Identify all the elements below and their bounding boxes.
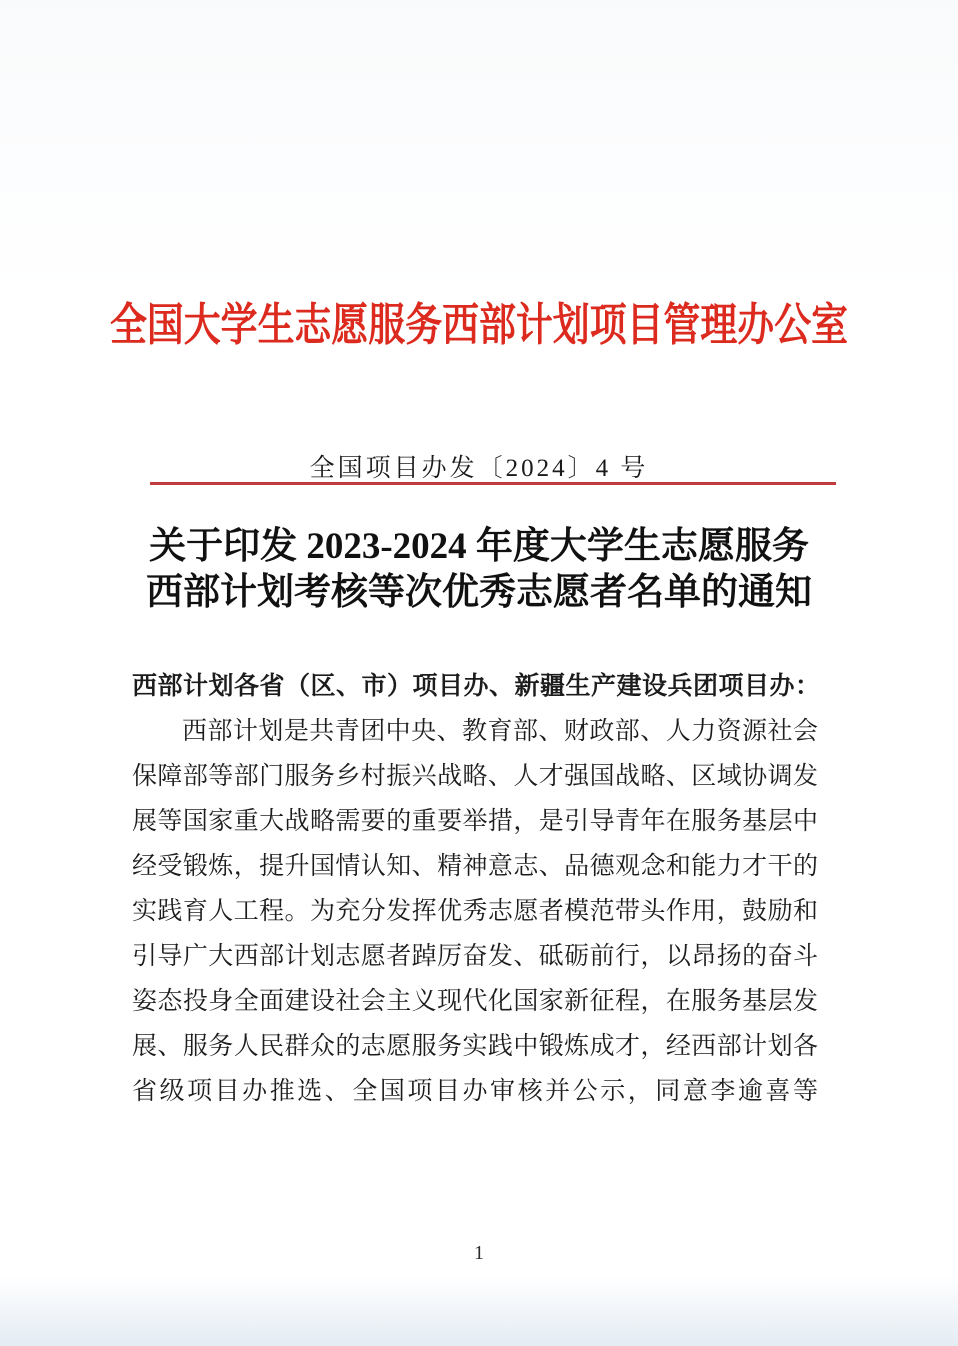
body-paragraph-line: 展、服务人民群众的志愿服务实践中锻炼成才，经西部计划各 — [132, 1033, 818, 1060]
body-paragraph-line: 西部计划是共青团中央、教育部、财政部、人力资源社会 — [182, 718, 818, 745]
scan-artifact-bottom — [0, 1276, 958, 1346]
scan-artifact-top — [0, 0, 958, 300]
document-title-line-2: 西部计划考核等次优秀志愿者名单的通知 — [146, 572, 812, 613]
body-paragraph-line: 经受锻炼，提升国情认知、精神意志、品德观念和能力才干的 — [132, 853, 818, 880]
body-paragraph-line: 引导广大西部计划志愿者踔厉奋发、砥砺前行，以昂扬的奋斗 — [132, 943, 818, 970]
document-number: 全国项目办发〔2024〕4 号 — [309, 455, 649, 482]
body-paragraph-line: 实践育人工程。为充分发挥优秀志愿者模范带头作用，鼓励和 — [132, 898, 818, 925]
body-paragraph-line: 省级项目办推选、全国项目办审核并公示，同意李逾喜等 — [132, 1078, 818, 1105]
body-paragraph-line: 姿态投身全面建设社会主义现代化国家新征程，在服务基层发 — [132, 988, 818, 1015]
letterhead-org-name: 全国大学生志愿服务西部计划项目管理办公室 — [109, 300, 849, 350]
document-title — [0, 524, 958, 616]
letterhead-red-rule — [150, 482, 836, 485]
body-paragraph-line: 展等国家重大战略需要的重要举措，是引导青年在服务基层中 — [132, 808, 818, 835]
salutation-line: 西部计划各省（区、市）项目办、新疆生产建设兵团项目办： — [132, 672, 821, 700]
body-paragraph-line: 保障部等部门服务乡村振兴战略、人才强国战略、区域协调发 — [132, 763, 818, 790]
document-body — [132, 664, 821, 1114]
document-title-line-1: 关于印发 2023-2024 年度大学生志愿服务 — [149, 526, 809, 567]
page-number: 1 — [474, 1242, 484, 1264]
